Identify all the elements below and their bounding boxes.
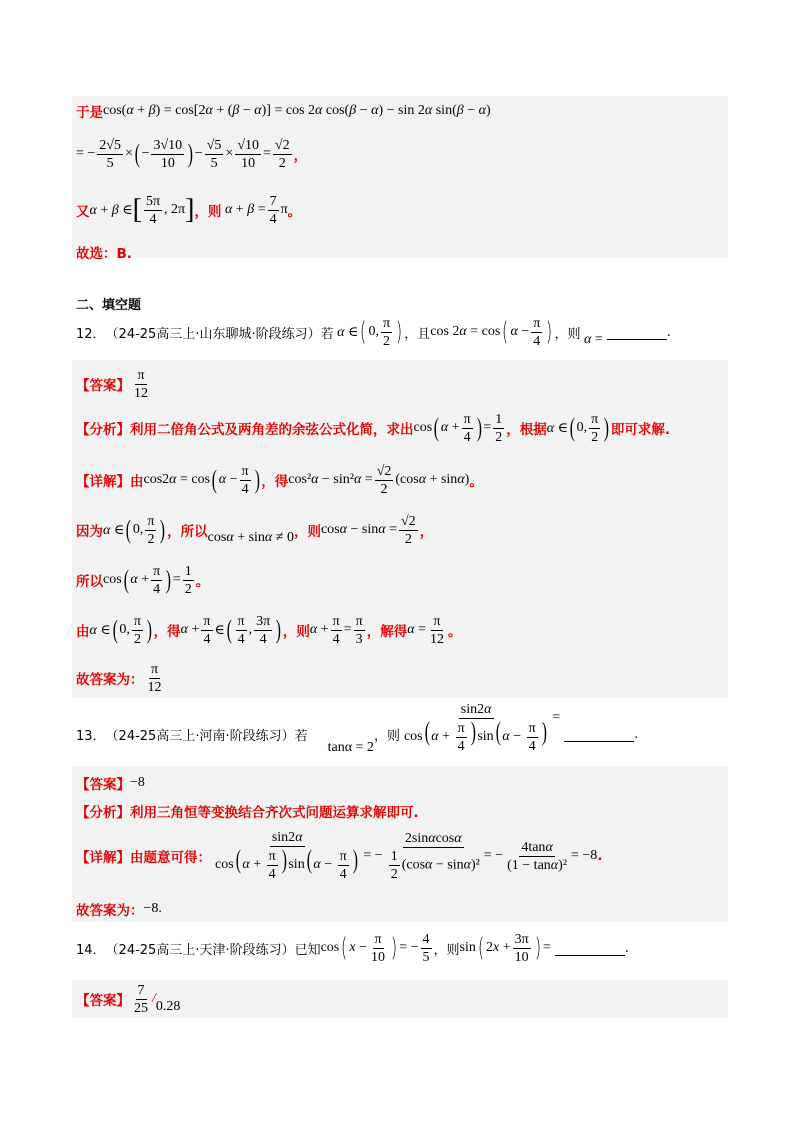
q12-analysis: 【分析】 利用二倍角公式及两角差的余弦公式化简，求出 cos ( α + $\frac{\pi}{4}$ ) = $\frac{1}{2}$ ，根据 α ∈ ( 0, $\frac{\pi}{2}$ ) 即可求解. (76, 411, 671, 445)
q12-question: 12． （24-25高三上·山东聊城·阶段练习）若 α ∈ ( 0, $\frac{\pi}{2}$ ) ，且 cos 2α = cos ( α − $\frac{\pi}{4}$ ) ，则 α = . (76, 315, 671, 349)
q13-final: 故答案为： −8. (76, 901, 162, 919)
prev-line-1: 于是 cos(α + β) = cos[2α + (β − α)] = cos 2α cos(β − α) − sin 2α sin(β − α) (76, 103, 491, 121)
q14-answer: 【答案】 $\frac{7}{25}$ / 0.28 (76, 982, 181, 1016)
q13-analysis: 【分析】 利用三角恒等变换结合齐次式问题运算求解即可. (76, 805, 419, 821)
q13-question: 13． （24-25高三上·河南·阶段练习）若 tanα = 2 ，则 sin2α cos( α + $\frac{\pi}{4}$ ) sin( α − $\frac{\pi}{4}$ ) = . (76, 702, 639, 755)
q12-answer: 【答案】 $\frac{\pi}{12}$ (76, 367, 148, 401)
q12-step2: 因为 α ∈ ( 0, $\frac{\pi}{2}$ ) ，所以 cosα + sinα ≠ 0 ，则 cosα − sinα = $\frac{√2}{2}$ ， (76, 513, 434, 547)
q14-question: 14． （24-25高三上·天津·阶段练习）已知 cos ( x − $\frac{\pi}{10}$ ) = − $\frac{4}{5}$ ，则 sin ( 2x + $\frac{3\pi}{10}$ ) = . (76, 931, 629, 965)
prev-line-2: = − $\frac{2√5}{5}$ × ( − $\frac{3√10}{10}$ ) − $\frac{√5}{5}$ × $\frac{√10}{10}$ = $\frac{√2}{2}$ ， (76, 137, 308, 171)
prev-line-3: 又 α + β ∈ [ $\frac{5\pi}{4}$ , 2π ] ，则 α + β = $\frac{7}{4}$ π 。 (76, 193, 302, 227)
q12-step4: 由 α ∈ ( 0, $\frac{\pi}{2}$ ) ，得 α + $\frac{\pi}{4}$ ∈ ( $\frac{\pi}{4}$ , $\frac{3\pi}{4}$ ) ，则 α + $\frac{\pi}{4}$ = $\frac{\pi}{3}$ ，解得 α = $\frac{\pi}{12}$ 。 (76, 613, 462, 647)
q13-answer: 【答案】 −8 (76, 775, 145, 793)
q12-detail: 【详解】 由 cos2α = cos ( α − $\frac{\pi}{4}$ ) ，得 cos²α − sin²α = $\frac{√2}{2}$ (cosα + sinα) 。 (76, 463, 483, 497)
section-title: 二、填空题 (76, 298, 142, 313)
prev-line-4: 故选：B. (76, 246, 132, 262)
q12-step3: 所以 cos ( α + $\frac{\pi}{4}$ ) = $\frac{1}{2}$ 。 (76, 563, 210, 597)
q13-detail: 【详解】 由题意可得： sin2α cos( α + $\frac{\pi}{4}$ ) sin( α − $\frac{\pi}{4}$ ) = − 2sinαcosα $\frac{1}{2}$ (cosα − sinα)² = − $\frac{4\tan\alpha}{\text{(1 − tanα)²}}$ = −8 . (76, 830, 603, 882)
q12-final: 故答案为： $\frac{\pi}{12}$ (76, 661, 162, 695)
